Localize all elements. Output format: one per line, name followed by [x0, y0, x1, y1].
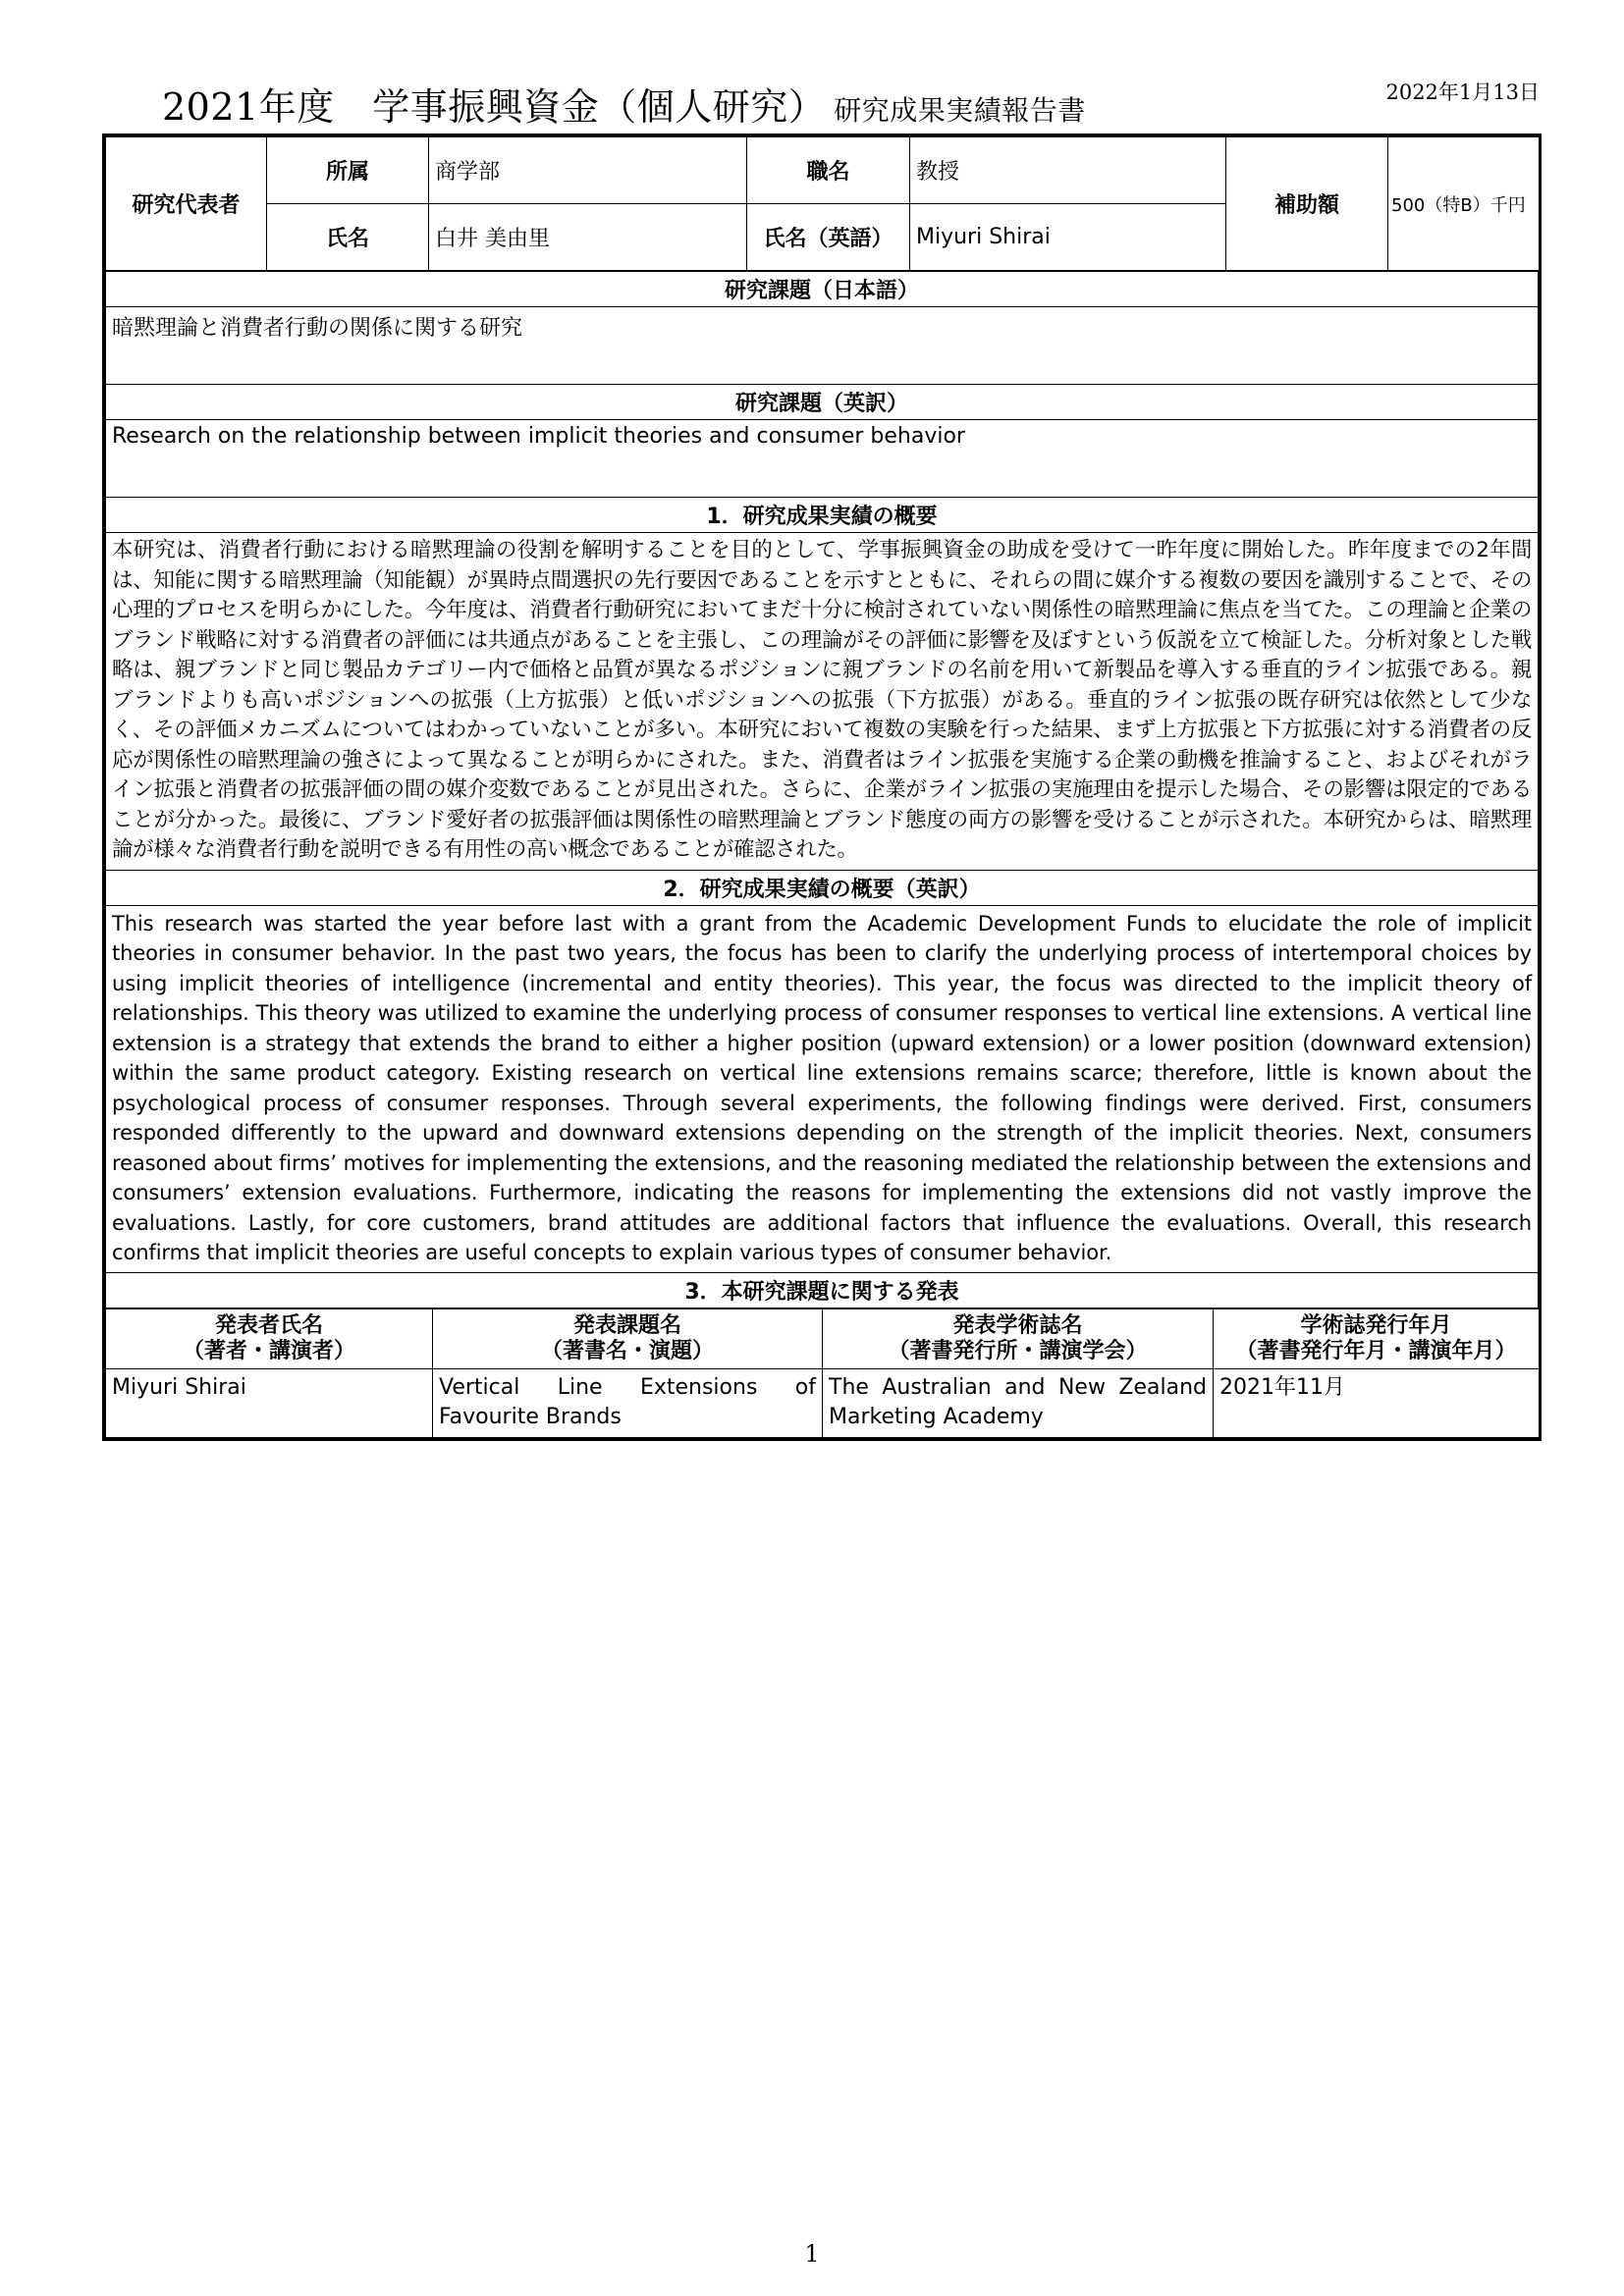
- publications-header-row: [106, 1308, 1540, 1368]
- page-number: 1: [804, 2240, 820, 2268]
- col-title: 発表課題名 （著書名・演題）: [433, 1308, 823, 1368]
- affiliation-label: 所属: [267, 137, 429, 204]
- affiliation-value: 商学部: [429, 137, 747, 204]
- position-value: 教授: [910, 137, 1226, 204]
- page-title: [162, 77, 1086, 131]
- summary-jp-heading: 1．研究成果実績の概要: [106, 498, 1539, 533]
- report-title: 2021年度 学事振興資金（個人研究）: [162, 85, 827, 129]
- summary-en-text: This research was started the year before last with a grant from the Academic Development Funds to elucidate the role of implicit theories in consumer behavior. In the past two years, the focus has been to clarify the underlying process of intertemporal choices by using implicit theories of intelligence (incremental and entity theories). This year, the focus was directed to the implicit theory of relationships. This theory was utilized to examine the underlying process of consumer responses to vertical line extensions. A vertical line extension is a strategy that extends the brand to either a higher position (upward extension) or a lower position (downward extension) within the same product category. Existing research on vertical line extensions remains scarce; therefore, little is known about the psychological process of consumer responses. Through several experiments, the following findings were derived. First, consumers responded differently to the upward and downward extensions depending on the strength of the implicit theories. Next, consumers reasoned about firms’ motives for implementing the extensions, and the reasoning mediated the relationship between the extensions and consumers’ extension evaluations. Furthermore, indicating the reasons for implementing the extensions did not vastly improve the evaluations. Lastly, for core customers, brand attitudes are additional factors that influence the evaluations. Overall, this research confirms that implicit theories are useful concepts to explain various types of consumer behavior.: [106, 905, 1539, 1272]
- name-label: 氏名: [267, 204, 429, 271]
- topic-jp-text: 暗黙理論と消費者行動の関係に関する研究: [106, 307, 1539, 385]
- topics-table: [105, 271, 1539, 1308]
- researcher-label: 研究代表者: [106, 137, 267, 271]
- name-en-label: 氏名（英語）: [747, 204, 910, 271]
- topic-en-heading: 研究課題（英訳）: [106, 385, 1539, 420]
- name-value: 白井 美由里: [429, 204, 747, 271]
- report-date: 2022年1月13日: [1385, 80, 1540, 104]
- publication-presenter: Miyuri Shirai: [106, 1368, 433, 1437]
- grant-label: 補助額: [1226, 137, 1388, 271]
- publication-title: Vertical Line Extensions of Favourite Brands: [433, 1368, 823, 1437]
- col-venue: 発表学術誌名 （著書発行所・講演学会）: [823, 1308, 1214, 1368]
- grant-value: 500（特B）千円: [1388, 137, 1540, 271]
- summary-en-heading: 2．研究成果実績の概要（英訳）: [106, 870, 1539, 905]
- publication-venue: The Australian and New Zealand Marketing Academy: [823, 1368, 1214, 1437]
- publications-table: [105, 1308, 1540, 1438]
- col-date: 学術誌発行年月 （著書発行年月・講演年月）: [1214, 1308, 1540, 1368]
- summary-jp-text: 本研究は、消費者行動における暗黙理論の役割を解明することを目的として、学事振興資金の助成を受けて一昨年度に開始した。昨年度までの2年間は、知能に関する暗黙理論（知能観）が異時点間選択の先行要因であることを示すとともに、それらの間に媒介する複数の要因を識別することで、その心理的プロセスを明らかにした。今年度は、消費者行動研究においてまだ十分に検討されていない関係性の暗黙理論に焦点を当てた。この理論と企業のブランド戦略に対する消費者の評価には共通点があることを主張し、この理論がその評価に影響を及ぼすという仮説を立て検証した。分析対象とした戦略は、親ブランドと同じ製品カテゴリー内で価格と品質が異なるポジションに親ブランドの名前を用いて新製品を導入する垂直的ライン拡張である。親ブランドよりも高いポジションへの拡張（上方拡張）と低いポジションへの拡張（下方拡張）がある。垂直的ライン拡張の既存研究は依然として少なく、その評価メカニズムについてはわかっていないことが多い。本研究において複数の実験を行った結果、まず上方拡張と下方拡張に対する消費者の反応が関係性の暗黙理論の強さによって異なることが明らかにされた。また、消費者はライン拡張を実施する企業の動機を推論すること、およびそれがライン拡張と消費者の拡張評価の間の媒介変数であることが見出された。さらに、企業がライン拡張の実施理由を提示した場合、その影響は限定的であることが分かった。最後に、ブランド愛好者の拡張評価は関係性の暗黙理論とブランド態度の両方の影響を受けることが示された。本研究からは、暗黙理論が様々な消費者行動を説明できる有用性の高い概念であることが確認された。: [106, 533, 1539, 871]
- topic-en-text: Research on the relationship between implicit theories and consumer behavior: [106, 420, 1539, 498]
- col-presenter: 発表者氏名 （著者・講演者）: [106, 1308, 433, 1368]
- position-label: 職名: [747, 137, 910, 204]
- name-en-value: Miyuri Shirai: [910, 204, 1226, 271]
- topic-jp-heading: 研究課題（日本語）: [106, 272, 1539, 307]
- report-subtitle: 研究成果実績報告書: [834, 94, 1086, 127]
- publication-date: 2021年11月: [1214, 1368, 1540, 1437]
- table-row: [106, 1368, 1540, 1437]
- report-form: [102, 133, 1542, 1441]
- publications-heading: 3．本研究課題に関する発表: [106, 1272, 1539, 1308]
- researcher-table: [105, 136, 1540, 271]
